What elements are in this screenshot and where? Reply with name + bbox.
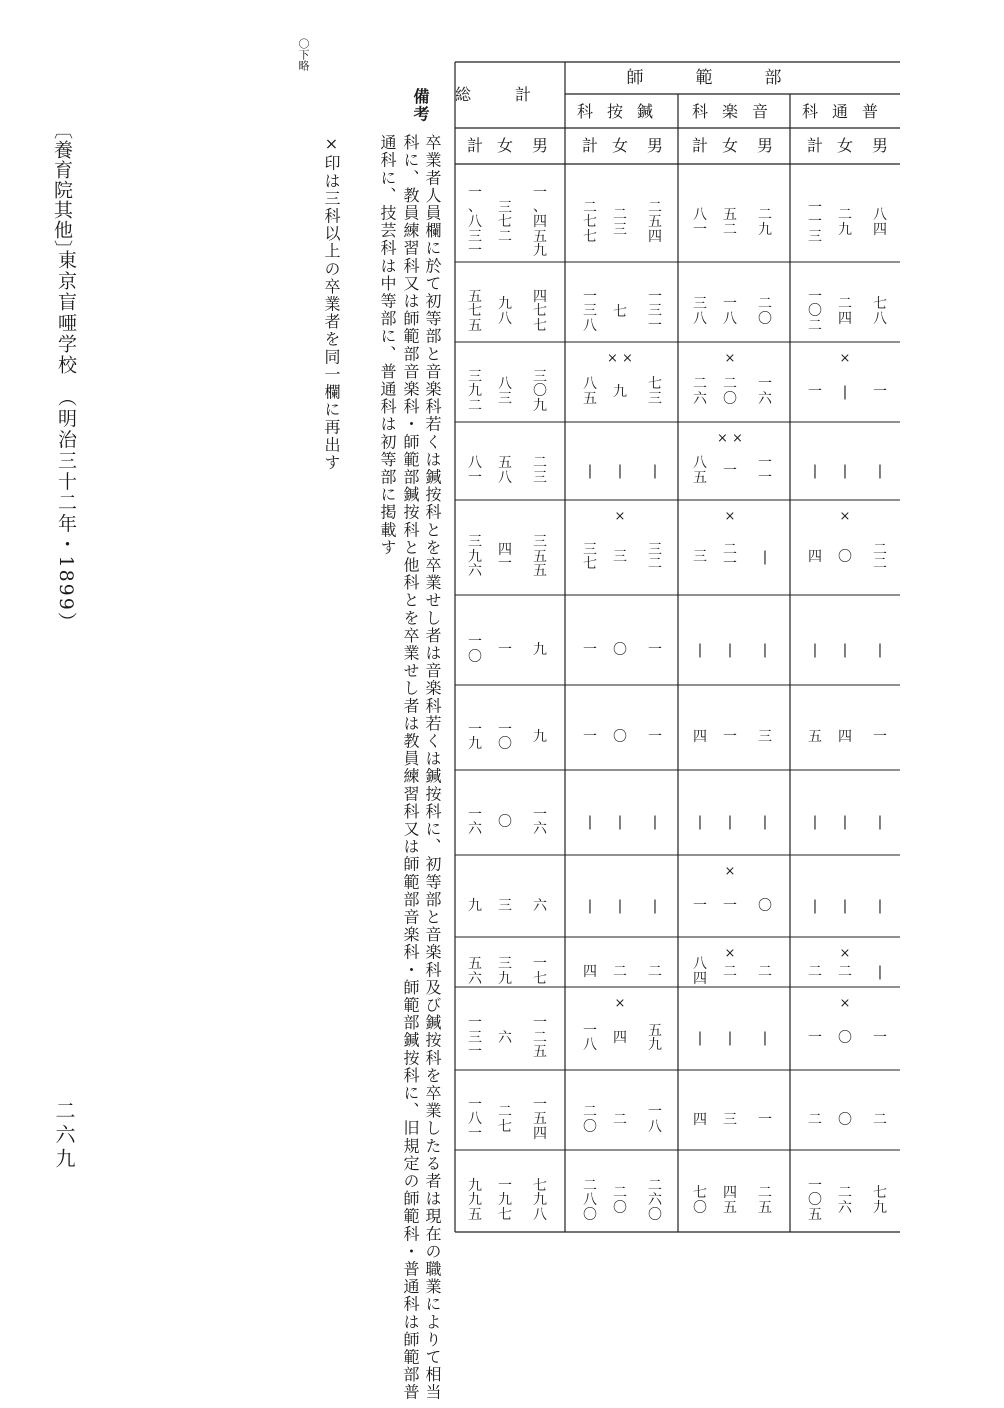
gender-header-ongaku-2: 計 — [691, 136, 708, 155]
cell-ongaku-女: 四 五 — [723, 1185, 737, 1216]
gender-header-total-0: 男 — [531, 136, 548, 155]
cell-futsu-計: 一 — [808, 1030, 822, 1046]
cell-total-男: 四 七 七 — [533, 288, 547, 334]
note-line-1: 卒業者人員欄に於て初等部と音楽科若くは鍼按科とを卒業せし者は音楽科若くは鍼按科に、初等部と音楽科及び鍼按科を卒業したる者は現在の職業によりて相当 — [423, 134, 442, 1402]
cell-shinan-男: | — [652, 897, 658, 914]
cell-ongaku-計: 八 四 — [693, 956, 707, 987]
cell-total-女: 〇 — [498, 814, 512, 830]
cell-total-計: 八 一 — [468, 455, 482, 486]
cell-shinan-女: 二 〇 — [613, 1185, 627, 1216]
group-header-shihanbu: 師範部 — [626, 68, 834, 88]
section-title: 〔養育院其他〕 — [51, 120, 73, 260]
cell-futsu-女: 二 九 — [838, 207, 852, 238]
cell-shinan-女: 〇 — [613, 729, 627, 745]
cell-total-男: 三 〇 九 — [533, 368, 547, 414]
cell-futsu-計: 四 — [808, 549, 822, 565]
gender-header-ongaku-0: 男 — [756, 136, 773, 155]
cell-ongaku-男: | — [762, 814, 768, 830]
cell-shinan-男: 一 八 — [648, 1104, 662, 1135]
cell-shinan-女: | — [617, 897, 623, 914]
gender-header-total-2: 計 — [466, 136, 483, 155]
cell-ongaku-計: 八 五 — [693, 455, 707, 486]
cell-total-計: 一 〇 — [468, 634, 482, 665]
cell-total-男: 六 — [533, 897, 547, 914]
cell-shinan-女: 〇 — [613, 641, 627, 658]
cell-shinan-女: 九 — [613, 383, 627, 400]
cell-futsu-男: 七 八 — [873, 296, 887, 327]
cell-shinan-計: | — [587, 897, 593, 914]
cell-total-計: 九 九 五 — [468, 1177, 482, 1223]
cell-shinan-計: 三 七 — [583, 541, 597, 573]
cell-total-男: 七 九 八 — [533, 1177, 547, 1223]
cell-total-女: 三 — [498, 897, 512, 914]
cell-shinan-計: | — [587, 814, 593, 830]
cell-total-男: 九 — [533, 729, 547, 745]
cell-ongaku-計: | — [697, 1030, 703, 1046]
cell-total-計: 五 六 — [468, 956, 482, 987]
cell-total-女: 九 八 — [498, 296, 512, 327]
cell-ongaku-女: 一 八 — [723, 296, 737, 327]
cell-futsu-女: 二 四 — [838, 296, 852, 327]
cell-futsu-女: 〇 — [838, 1030, 852, 1046]
cell-total-計: 一 六 — [468, 806, 482, 838]
cell-ongaku-女: 五 二 — [723, 207, 737, 238]
mark-shinan: × — [614, 509, 626, 524]
omitted-mark: 〇下略 — [297, 38, 310, 71]
cell-ongaku-男: | — [762, 1030, 768, 1046]
cell-ongaku-計: 三 — [693, 549, 707, 565]
cell-futsu-男: | — [877, 462, 883, 479]
cell-shinan-男: 二 — [648, 963, 662, 980]
cell-total-女: 五 八 — [498, 455, 512, 486]
cell-futsu-計: 一 〇 二 — [808, 288, 822, 334]
cell-total-計: 一 、 八 三 一 — [468, 184, 482, 260]
cell-futsu-男: 二 — [873, 1111, 887, 1128]
cell-shinan-計: 一 — [583, 641, 597, 658]
cell-shinan-計: 一 八 — [583, 1022, 597, 1054]
cell-shinan-女: 四 — [613, 1030, 627, 1046]
cell-total-計: 三 九 六 — [468, 534, 482, 580]
cell-ongaku-男: | — [762, 549, 768, 565]
cell-ongaku-女: | — [727, 1030, 733, 1046]
cell-futsu-女: | — [842, 897, 848, 914]
mark-futsu: × — [839, 996, 851, 1011]
cell-total-女: 六 — [498, 1030, 512, 1046]
cell-ongaku-女: 三 — [723, 1111, 737, 1128]
cell-ongaku-女: 二 一 — [723, 541, 737, 573]
cell-futsu-女: 二 六 — [838, 1185, 852, 1216]
cell-futsu-女: 四 — [838, 729, 852, 745]
cell-ongaku-計: | — [697, 641, 703, 658]
cell-futsu-男: 二 二 — [873, 541, 887, 573]
gender-header-total-1: 女 — [496, 136, 513, 155]
cell-ongaku-男: 二 九 — [758, 207, 772, 238]
cell-shinan-女: | — [617, 814, 623, 830]
notes-label: 備考 — [411, 88, 430, 124]
cell-total-女: 三 九 — [498, 956, 512, 987]
cell-total-女: 一 〇 — [498, 721, 512, 753]
cell-total-男: 二 三 — [533, 455, 547, 486]
cell-ongaku-男: 一 一 — [758, 455, 772, 486]
cell-total-男: 一 、 四 五 九 — [533, 184, 547, 260]
gender-header-futsu-1: 女 — [836, 136, 853, 155]
cell-shinan-男: 五 九 — [648, 1022, 662, 1054]
mark-ongaku: × × — [717, 431, 743, 446]
cell-ongaku-計: 八 一 — [693, 207, 707, 238]
cell-total-計: 五 七 五 — [468, 288, 482, 334]
cell-futsu-計: | — [812, 641, 818, 658]
cell-futsu-計: 二 — [808, 1111, 822, 1128]
cell-shinan-計: 二 〇 — [583, 1104, 597, 1135]
mark-futsu: × — [839, 351, 851, 366]
cell-shinan-男: 七 三 — [648, 376, 662, 407]
cell-futsu-計: | — [812, 897, 818, 914]
note-line-4: ×印は三科以上の卒業者を同一欄に再出す — [322, 134, 341, 472]
cell-ongaku-女: 二 — [723, 963, 737, 980]
cell-futsu-計: | — [812, 462, 818, 479]
cell-futsu-計: 一 一 三 — [808, 199, 822, 245]
cell-shinan-男: 一 — [648, 729, 662, 745]
cell-total-男: 一 二 五 — [533, 1015, 547, 1061]
cell-futsu-男: | — [877, 641, 883, 658]
year-label: （明治三十二年・1899） — [55, 397, 77, 633]
cell-ongaku-女: 一 — [723, 897, 737, 914]
cell-futsu-女: | — [842, 641, 848, 658]
cell-futsu-女: | — [842, 383, 848, 400]
cell-ongaku-男: 〇 — [758, 897, 772, 914]
gender-header-ongaku-1: 女 — [721, 136, 738, 155]
gender-header-shinan-2: 計 — [581, 136, 598, 155]
cell-ongaku-男: 二 〇 — [758, 296, 772, 327]
cell-shinan-女: | — [617, 462, 623, 479]
cell-ongaku-計: 七 〇 — [693, 1185, 707, 1216]
cell-total-女: 二 七 — [498, 1104, 512, 1135]
cell-futsu-男: 八 四 — [873, 207, 887, 238]
cell-total-男: 九 — [533, 641, 547, 658]
mark-ongaku: × — [724, 946, 736, 961]
cell-futsu-計: 五 — [808, 729, 822, 745]
mark-futsu: × — [839, 946, 851, 961]
gender-header-shinan-1: 女 — [611, 136, 628, 155]
cell-futsu-男: 一 — [873, 1030, 887, 1046]
page-number: 二六九 — [52, 1100, 76, 1172]
cell-ongaku-計: 一 — [693, 897, 707, 914]
sub-header-futsu: 科通普 — [801, 102, 892, 121]
cell-futsu-女: | — [842, 814, 848, 830]
cell-futsu-計: 一 — [808, 383, 822, 400]
cell-shinan-計: 四 — [583, 963, 597, 980]
cell-shinan-男: 三 二 — [648, 541, 662, 573]
cell-shinan-男: | — [652, 814, 658, 830]
cell-total-計: 一 九 — [468, 721, 482, 753]
cell-futsu-計: 二 — [808, 963, 822, 980]
mark-shinan: × — [614, 996, 626, 1011]
cell-total-男: 一 七 — [533, 956, 547, 987]
cell-total-計: 一 三 一 — [468, 1015, 482, 1061]
cell-futsu-計: 一 〇 五 — [808, 1177, 822, 1223]
cell-total-女: 四 一 — [498, 541, 512, 573]
cell-futsu-女: 二 — [838, 963, 852, 980]
mark-ongaku: × — [724, 864, 736, 879]
cell-ongaku-計: 四 — [693, 729, 707, 745]
cell-total-男: 一 五 四 — [533, 1096, 547, 1142]
cell-ongaku-男: 二 五 — [758, 1185, 772, 1216]
cell-shinan-女: 二 三 — [613, 207, 627, 238]
cell-futsu-女: 〇 — [838, 549, 852, 565]
gender-header-shinan-0: 男 — [646, 136, 663, 155]
note-line-3: 通科に、技芸科は中等部に、普通科は初等部に掲載す — [378, 134, 397, 557]
cell-total-女: 一 九 七 — [498, 1177, 512, 1223]
cell-total-女: 一 — [498, 641, 512, 658]
cell-futsu-計: | — [812, 814, 818, 830]
cell-total-男: 三 五 五 — [533, 534, 547, 580]
cell-ongaku-計: | — [697, 814, 703, 830]
cell-shinan-計: | — [587, 462, 593, 479]
cell-shinan-男: 一 — [648, 641, 662, 658]
total-header: 総計 — [454, 85, 575, 104]
cell-total-計: 一 八 一 — [468, 1096, 482, 1142]
sub-header-ongaku: 科楽音 — [691, 102, 782, 121]
cell-ongaku-男: 三 — [758, 729, 772, 745]
cell-ongaku-男: 一 六 — [758, 376, 772, 407]
note-line-2: 科に、教員練習科又は師範部音楽科・師範部鍼按科と他科とを卒業せし者は教員練習科又は師範部音楽科・師範部鍼按科に、旧規定の師範科・普通科は師範部普 — [401, 134, 420, 1402]
cell-shinan-男: 一 三 一 — [648, 288, 662, 334]
mark-shinan: × × — [607, 351, 633, 366]
cell-shinan-計: 二 八 〇 — [583, 1177, 597, 1223]
cell-ongaku-計: 四 — [693, 1111, 707, 1128]
cell-futsu-男: 一 — [873, 383, 887, 400]
cell-ongaku-男: 二 — [758, 963, 772, 980]
cell-futsu-男: | — [877, 963, 883, 980]
mark-futsu: × — [839, 509, 851, 524]
cell-shinan-計: 一 三 八 — [583, 288, 597, 334]
cell-shinan-男: 二 六 〇 — [648, 1177, 662, 1223]
gender-header-futsu-2: 計 — [806, 136, 823, 155]
cell-total-男: 一 六 — [533, 806, 547, 838]
cell-futsu-男: | — [877, 814, 883, 830]
cell-shinan-計: 八 五 — [583, 376, 597, 407]
cell-ongaku-女: 一 — [723, 729, 737, 745]
cell-shinan-女: 二 — [613, 963, 627, 980]
school-name: 東京盲唖学校 — [55, 250, 77, 376]
cell-shinan-男: | — [652, 462, 658, 479]
mark-ongaku: × — [724, 509, 736, 524]
mark-ongaku: × — [724, 351, 736, 366]
gender-header-futsu-0: 男 — [871, 136, 888, 155]
cell-ongaku-男: 一 — [758, 1111, 772, 1128]
cell-futsu-男: | — [877, 897, 883, 914]
cell-shinan-女: 二 — [613, 1111, 627, 1128]
cell-total-女: 三 七 二 — [498, 199, 512, 245]
cell-ongaku-女: | — [727, 814, 733, 830]
cell-total-計: 三 九 二 — [468, 368, 482, 414]
cell-futsu-女: 〇 — [838, 1111, 852, 1128]
cell-shinan-女: 七 — [613, 303, 627, 320]
cell-futsu-女: | — [842, 462, 848, 479]
cell-shinan-女: 三 — [613, 549, 627, 565]
cell-futsu-男: 七 九 — [873, 1185, 887, 1216]
cell-ongaku-男: | — [762, 641, 768, 658]
cell-shinan-計: 二 七 七 — [583, 199, 597, 245]
cell-shinan-男: 二 五 四 — [648, 199, 662, 245]
cell-shinan-計: 一 — [583, 729, 597, 745]
sub-header-shinan: 科按鍼 — [576, 102, 667, 121]
cell-ongaku-計: 三 八 — [693, 296, 707, 327]
cell-total-計: 九 — [468, 897, 482, 914]
cell-total-女: 八 三 — [498, 376, 512, 407]
cell-ongaku-女: | — [727, 641, 733, 658]
cell-ongaku-女: 一 — [723, 462, 737, 479]
cell-ongaku-計: 二 六 — [693, 376, 707, 407]
cell-futsu-男: 一 — [873, 729, 887, 745]
cell-ongaku-女: 二 〇 — [723, 376, 737, 407]
